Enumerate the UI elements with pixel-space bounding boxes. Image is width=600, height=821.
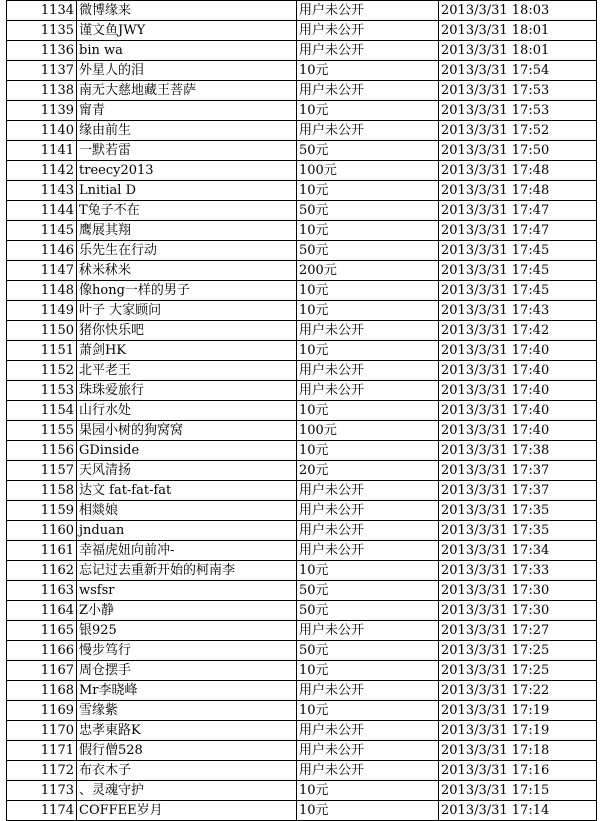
amount-cell: 20元 — [297, 461, 439, 481]
row-number-cell: 1156 — [7, 441, 77, 461]
row-number-cell: 1174 — [7, 801, 77, 821]
table-row — [7, 221, 597, 241]
time-cell: 2013/3/31 18:03 — [439, 1, 597, 21]
time-cell: 2013/3/31 17:40 — [439, 341, 597, 361]
row-number-cell: 1135 — [7, 21, 77, 41]
row-number-cell: 1144 — [7, 201, 77, 221]
row-number-cell: 1145 — [7, 221, 77, 241]
amount-cell: 用户未公开 — [297, 381, 439, 401]
amount-cell: 10元 — [297, 101, 439, 121]
amount-cell: 用户未公开 — [297, 521, 439, 541]
donor-name-cell: 秫米秫米 — [77, 261, 297, 281]
row-number-cell: 1141 — [7, 141, 77, 161]
table-row — [7, 141, 597, 161]
table-row — [7, 741, 597, 761]
donor-name-cell: 山行水处 — [77, 401, 297, 421]
time-cell: 2013/3/31 17:14 — [439, 801, 597, 821]
table-row — [7, 241, 597, 261]
donor-name-cell: 微博缘来 — [77, 1, 297, 21]
table-row — [7, 161, 597, 181]
table-row — [7, 101, 597, 121]
time-cell: 2013/3/31 17:45 — [439, 241, 597, 261]
amount-cell: 50元 — [297, 641, 439, 661]
row-number-cell: 1149 — [7, 301, 77, 321]
donor-name-cell: bin wa — [77, 41, 297, 61]
row-number-cell: 1158 — [7, 481, 77, 501]
time-cell: 2013/3/31 17:38 — [439, 441, 597, 461]
table-row — [7, 541, 597, 561]
donor-name-cell: treecy2013 — [77, 161, 297, 181]
row-number-cell: 1136 — [7, 41, 77, 61]
donor-name-cell: 天风清扬 — [77, 461, 297, 481]
donor-name-cell: 一默若雷 — [77, 141, 297, 161]
time-cell: 2013/3/31 17:53 — [439, 81, 597, 101]
donor-name-cell: 珠珠爱旅行 — [77, 381, 297, 401]
row-number-cell: 1139 — [7, 101, 77, 121]
donor-name-cell: 幸福虎妞向前冲- — [77, 541, 297, 561]
table-row — [7, 661, 597, 681]
table-row — [7, 581, 597, 601]
time-cell: 2013/3/31 17:35 — [439, 521, 597, 541]
donor-name-cell: 达文 fat-fat-fat — [77, 481, 297, 501]
row-number-cell: 1140 — [7, 121, 77, 141]
donor-name-cell: T兔子不在 — [77, 201, 297, 221]
amount-cell: 50元 — [297, 141, 439, 161]
time-cell: 2013/3/31 17:22 — [439, 681, 597, 701]
row-number-cell: 1137 — [7, 61, 77, 81]
table-row — [7, 801, 597, 821]
row-number-cell: 1171 — [7, 741, 77, 761]
table-row — [7, 81, 597, 101]
table-row — [7, 281, 597, 301]
row-number-cell: 1147 — [7, 261, 77, 281]
time-cell: 2013/3/31 17:48 — [439, 181, 597, 201]
amount-cell: 用户未公开 — [297, 741, 439, 761]
row-number-cell: 1168 — [7, 681, 77, 701]
donor-name-cell: 缘由前生 — [77, 121, 297, 141]
amount-cell: 10元 — [297, 301, 439, 321]
amount-cell: 10元 — [297, 341, 439, 361]
row-number-cell: 1154 — [7, 401, 77, 421]
donor-name-cell: 布衣木子 — [77, 761, 297, 781]
table-row — [7, 701, 597, 721]
row-number-cell: 1146 — [7, 241, 77, 261]
row-number-cell: 1157 — [7, 461, 77, 481]
table-row — [7, 341, 597, 361]
time-cell: 2013/3/31 17:42 — [439, 321, 597, 341]
time-cell: 2013/3/31 17:37 — [439, 461, 597, 481]
amount-cell: 50元 — [297, 601, 439, 621]
amount-cell: 10元 — [297, 181, 439, 201]
time-cell: 2013/3/31 17:19 — [439, 701, 597, 721]
amount-cell: 用户未公开 — [297, 121, 439, 141]
donor-name-cell: 忠孝東路K — [77, 721, 297, 741]
table-row — [7, 261, 597, 281]
time-cell: 2013/3/31 18:01 — [439, 21, 597, 41]
amount-cell: 用户未公开 — [297, 721, 439, 741]
row-number-cell: 1143 — [7, 181, 77, 201]
table-row — [7, 481, 597, 501]
table-row — [7, 181, 597, 201]
time-cell: 2013/3/31 17:52 — [439, 121, 597, 141]
row-number-cell: 1173 — [7, 781, 77, 801]
table-row — [7, 421, 597, 441]
time-cell: 2013/3/31 17:40 — [439, 381, 597, 401]
donor-name-cell: jnduan — [77, 521, 297, 541]
row-number-cell: 1166 — [7, 641, 77, 661]
donor-name-cell: Z小静 — [77, 601, 297, 621]
row-number-cell: 1160 — [7, 521, 77, 541]
row-number-cell: 1172 — [7, 761, 77, 781]
amount-cell: 用户未公开 — [297, 361, 439, 381]
time-cell: 2013/3/31 17:16 — [439, 761, 597, 781]
amount-cell: 10元 — [297, 221, 439, 241]
time-cell: 2013/3/31 17:34 — [439, 541, 597, 561]
table-row — [7, 501, 597, 521]
table-row — [7, 721, 597, 741]
amount-cell: 用户未公开 — [297, 321, 439, 341]
table-body — [7, 1, 597, 821]
amount-cell: 用户未公开 — [297, 21, 439, 41]
time-cell: 2013/3/31 17:27 — [439, 621, 597, 641]
amount-cell: 用户未公开 — [297, 681, 439, 701]
table-row — [7, 21, 597, 41]
time-cell: 2013/3/31 17:47 — [439, 201, 597, 221]
time-cell: 2013/3/31 17:48 — [439, 161, 597, 181]
amount-cell: 用户未公开 — [297, 481, 439, 501]
donor-name-cell: wsfsr — [77, 581, 297, 601]
row-number-cell: 1165 — [7, 621, 77, 641]
time-cell: 2013/3/31 17:30 — [439, 601, 597, 621]
table-row — [7, 381, 597, 401]
table-row — [7, 301, 597, 321]
table-row — [7, 761, 597, 781]
time-cell: 2013/3/31 17:33 — [439, 561, 597, 581]
donor-name-cell: 叶子 大家顾问 — [77, 301, 297, 321]
donor-name-cell: 、灵魂守护 — [77, 781, 297, 801]
amount-cell: 10元 — [297, 281, 439, 301]
table-row — [7, 461, 597, 481]
row-number-cell: 1152 — [7, 361, 77, 381]
amount-cell: 50元 — [297, 201, 439, 221]
donor-name-cell: 雪缘紫 — [77, 701, 297, 721]
donor-name-cell: 外星人的泪 — [77, 61, 297, 81]
amount-cell: 用户未公开 — [297, 1, 439, 21]
donor-name-cell: 果园小树的狗窝窝 — [77, 421, 297, 441]
time-cell: 2013/3/31 17:45 — [439, 261, 597, 281]
table-row — [7, 561, 597, 581]
table-row — [7, 1, 597, 21]
amount-cell: 用户未公开 — [297, 81, 439, 101]
amount-cell: 用户未公开 — [297, 501, 439, 521]
donor-name-cell: 乐先生在行动 — [77, 241, 297, 261]
amount-cell: 10元 — [297, 701, 439, 721]
table-row — [7, 201, 597, 221]
amount-cell: 10元 — [297, 561, 439, 581]
time-cell: 2013/3/31 17:19 — [439, 721, 597, 741]
time-cell: 2013/3/31 18:01 — [439, 41, 597, 61]
amount-cell: 10元 — [297, 801, 439, 821]
donor-name-cell: 甯青 — [77, 101, 297, 121]
donor-name-cell: Mr李晓峰 — [77, 681, 297, 701]
row-number-cell: 1150 — [7, 321, 77, 341]
time-cell: 2013/3/31 17:25 — [439, 641, 597, 661]
row-number-cell: 1134 — [7, 1, 77, 21]
time-cell: 2013/3/31 17:40 — [439, 401, 597, 421]
donation-record-table — [6, 0, 597, 821]
donor-name-cell: 北平老王 — [77, 361, 297, 381]
donor-name-cell: 鹰展其翔 — [77, 221, 297, 241]
donor-name-cell: 相燚娘 — [77, 501, 297, 521]
row-number-cell: 1162 — [7, 561, 77, 581]
time-cell: 2013/3/31 17:54 — [439, 61, 597, 81]
table-row — [7, 441, 597, 461]
amount-cell: 10元 — [297, 441, 439, 461]
row-number-cell: 1161 — [7, 541, 77, 561]
time-cell: 2013/3/31 17:47 — [439, 221, 597, 241]
donor-name-cell: 南无大慈地藏王菩萨 — [77, 81, 297, 101]
row-number-cell: 1155 — [7, 421, 77, 441]
table-row — [7, 781, 597, 801]
table-row — [7, 41, 597, 61]
time-cell: 2013/3/31 17:40 — [439, 361, 597, 381]
amount-cell: 10元 — [297, 401, 439, 421]
row-number-cell: 1153 — [7, 381, 77, 401]
row-number-cell: 1142 — [7, 161, 77, 181]
row-number-cell: 1167 — [7, 661, 77, 681]
time-cell: 2013/3/31 17:37 — [439, 481, 597, 501]
table-row — [7, 401, 597, 421]
amount-cell: 50元 — [297, 581, 439, 601]
row-number-cell: 1159 — [7, 501, 77, 521]
row-number-cell: 1170 — [7, 721, 77, 741]
donor-name-cell: 慢步笃行 — [77, 641, 297, 661]
table-row — [7, 121, 597, 141]
donor-name-cell: COFFEE岁月 — [77, 801, 297, 821]
row-number-cell: 1151 — [7, 341, 77, 361]
amount-cell: 用户未公开 — [297, 621, 439, 641]
row-number-cell: 1148 — [7, 281, 77, 301]
table-row — [7, 361, 597, 381]
donor-name-cell: GDinside — [77, 441, 297, 461]
amount-cell: 10元 — [297, 661, 439, 681]
amount-cell: 用户未公开 — [297, 541, 439, 561]
amount-cell: 10元 — [297, 61, 439, 81]
time-cell: 2013/3/31 17:50 — [439, 141, 597, 161]
table-row — [7, 321, 597, 341]
donor-name-cell: 像hong一样的男子 — [77, 281, 297, 301]
time-cell: 2013/3/31 17:15 — [439, 781, 597, 801]
donor-name-cell: 萧剑HK — [77, 341, 297, 361]
donor-name-cell: 周仓摆手 — [77, 661, 297, 681]
time-cell: 2013/3/31 17:30 — [439, 581, 597, 601]
row-number-cell: 1163 — [7, 581, 77, 601]
table-row — [7, 521, 597, 541]
row-number-cell: 1138 — [7, 81, 77, 101]
amount-cell: 200元 — [297, 261, 439, 281]
amount-cell: 100元 — [297, 421, 439, 441]
time-cell: 2013/3/31 17:45 — [439, 281, 597, 301]
time-cell: 2013/3/31 17:25 — [439, 661, 597, 681]
table-row — [7, 621, 597, 641]
table-row — [7, 641, 597, 661]
amount-cell: 100元 — [297, 161, 439, 181]
row-number-cell: 1164 — [7, 601, 77, 621]
donor-name-cell: 猪你快乐吧 — [77, 321, 297, 341]
amount-cell: 50元 — [297, 241, 439, 261]
time-cell: 2013/3/31 17:18 — [439, 741, 597, 761]
table-row — [7, 601, 597, 621]
donor-name-cell: 银925 — [77, 621, 297, 641]
table-row — [7, 61, 597, 81]
donor-name-cell: Lnitial D — [77, 181, 297, 201]
amount-cell: 用户未公开 — [297, 41, 439, 61]
amount-cell: 用户未公开 — [297, 761, 439, 781]
amount-cell: 10元 — [297, 781, 439, 801]
time-cell: 2013/3/31 17:40 — [439, 421, 597, 441]
time-cell: 2013/3/31 17:43 — [439, 301, 597, 321]
row-number-cell: 1169 — [7, 701, 77, 721]
donor-name-cell: 假行僧528 — [77, 741, 297, 761]
time-cell: 2013/3/31 17:35 — [439, 501, 597, 521]
time-cell: 2013/3/31 17:53 — [439, 101, 597, 121]
donor-name-cell: 谨文鱼JWY — [77, 21, 297, 41]
table-row — [7, 681, 597, 701]
donor-name-cell: 忘记过去重新开始的柯南李 — [77, 561, 297, 581]
